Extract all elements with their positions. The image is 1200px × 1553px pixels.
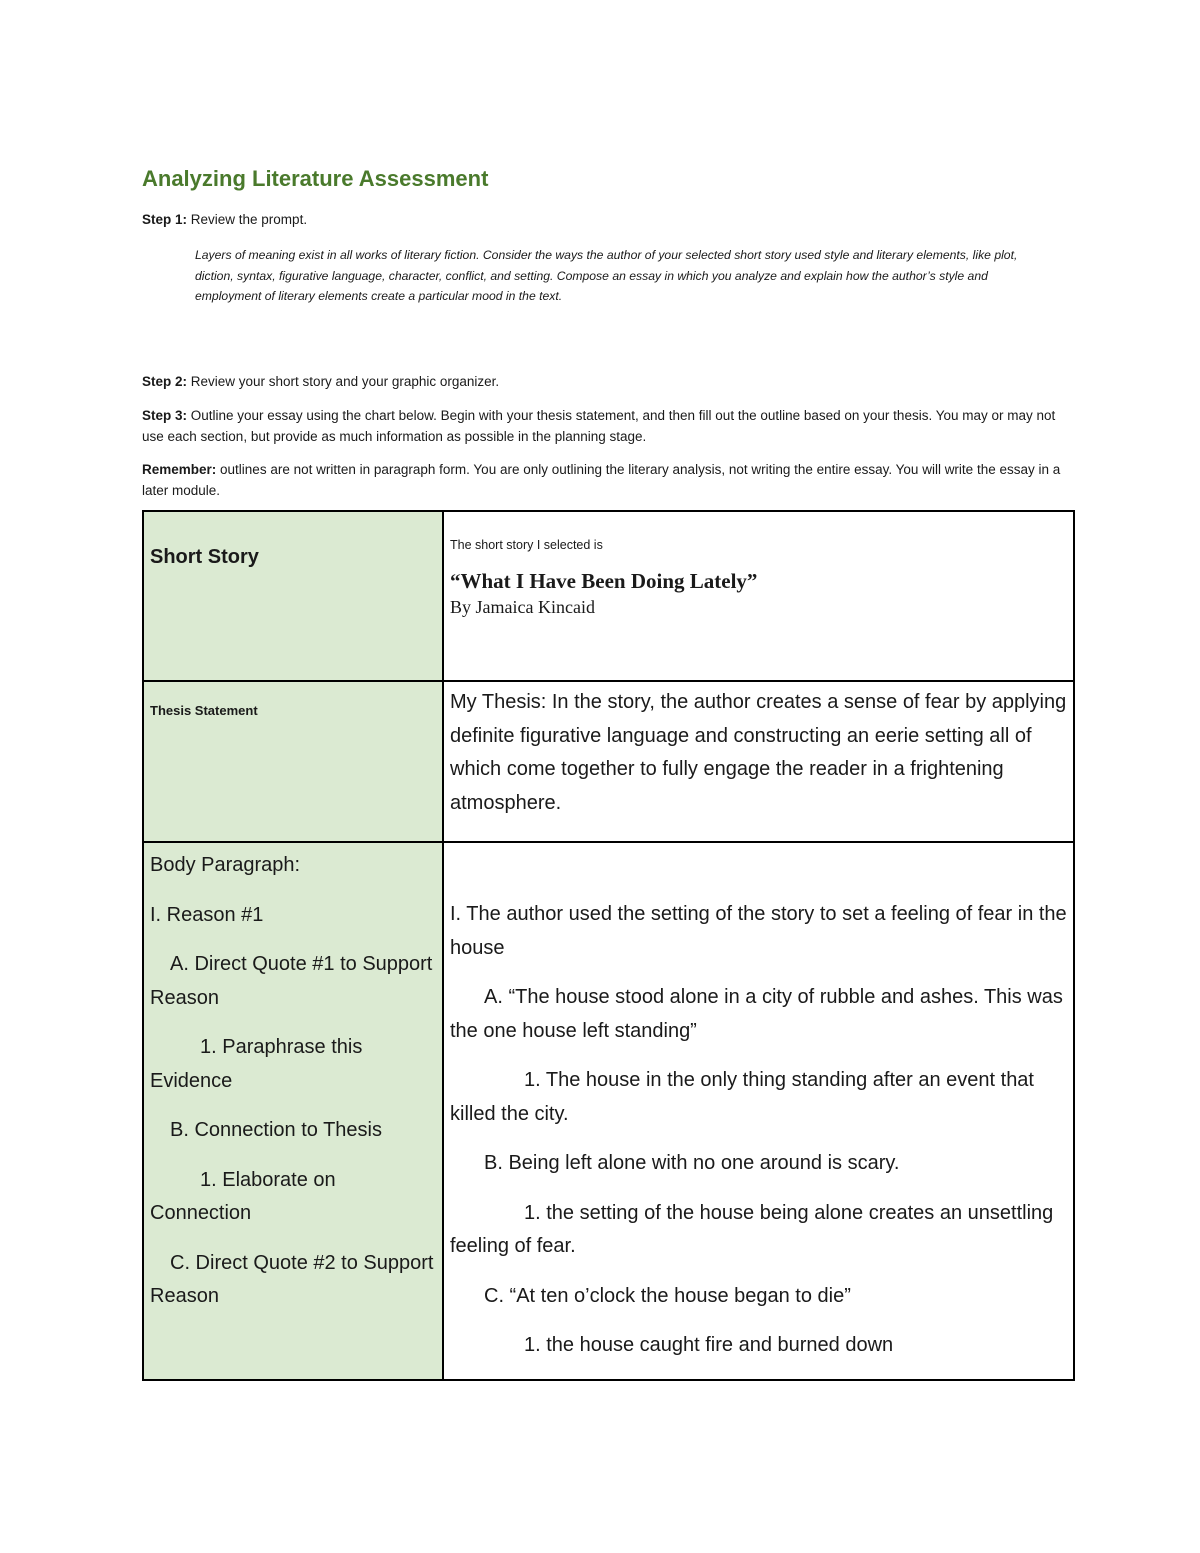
- short-story-intro: The short story I selected is: [450, 538, 603, 552]
- short-story-title: “What I Have Been Doing Lately”: [450, 569, 758, 593]
- short-story-author: By Jamaica Kincaid: [450, 597, 595, 617]
- step-3-label: Step 3:: [142, 408, 188, 423]
- short-story-label-cell: [143, 511, 443, 681]
- body-content-connection: B. Being left alone with no one around is scary.: [484, 1152, 900, 1174]
- body-label-quote-2: C. Direct Quote #2 to Support Reason: [150, 1251, 434, 1307]
- remember-label: Remember:: [142, 462, 217, 477]
- short-story-content-cell[interactable]: [443, 511, 1074, 681]
- thesis-label: Thesis Statement: [150, 703, 258, 718]
- body-content-quote-1: A. “The house stood alone in a city of rubble and ashes. This was the one house left standing”: [450, 986, 1063, 1042]
- outline-table: [142, 510, 1075, 1381]
- body-label-elaborate: 1. Elaborate on Connection: [150, 1168, 336, 1224]
- document-title: Analyzing Literature Assessment: [142, 166, 489, 191]
- thesis-row: [143, 681, 1074, 842]
- body-content-cell[interactable]: [443, 842, 1074, 1380]
- body-content-paraphrase: 1. The house in the only thing standing after an event that killed the city.: [450, 1069, 1034, 1125]
- step-1: [142, 210, 1062, 231]
- remember-note: [142, 460, 1062, 501]
- step-2-text: Review your short story and your graphic organizer.: [187, 374, 500, 389]
- body-paragraph-heading: Body Paragraph:: [150, 854, 301, 876]
- step-1-label: Step 1:: [142, 212, 188, 227]
- step-2-label: Step 2:: [142, 374, 188, 389]
- step-1-text: Review the prompt.: [187, 212, 308, 227]
- body-content-reason: I. The author used the setting of the story to set a feeling of fear in the house: [450, 903, 1067, 959]
- body-label-quote-1: A. Direct Quote #1 to Support Reason: [150, 953, 433, 1009]
- body-content-quote-2-paraphrase: 1. the house caught fire and burned down: [524, 1334, 894, 1356]
- body-content-elaborate: 1. the setting of the house being alone creates an unsettling feeling of fear.: [450, 1201, 1054, 1257]
- step-3-text: Outline your essay using the chart below. Begin with your thesis statement, and then fill out the outline based on your thesis. You may or may not use each section, but provide as much information as possible in the planning stage.: [142, 408, 1056, 444]
- body-label-cell: [143, 842, 443, 1380]
- thesis-content-cell[interactable]: [443, 681, 1074, 842]
- thesis-text: My Thesis: In the story, the author creates a sense of fear by applying definite figurative language and constructing an eerie setting all of which come together to fully engage the reader in a frightening atmosphere.: [450, 691, 1067, 814]
- step-2: [142, 372, 1062, 393]
- body-label-paraphrase: 1. Paraphrase this Evidence: [150, 1036, 363, 1092]
- body-paragraph-row: [143, 842, 1074, 1380]
- body-label-connection: B. Connection to Thesis: [170, 1119, 382, 1141]
- thesis-label-cell: [143, 681, 443, 842]
- body-label-reason: I. Reason #1: [150, 903, 264, 926]
- step-3: [142, 406, 1062, 447]
- essay-prompt: Layers of meaning exist in all works of literary fiction. Consider the ways the author of your selected short story used style and literary elements, like plot, diction, syntax, figurative language, character, conflict, and setting. Compose an essay in which you analyze and explain how the author’s style and employment of literary elements create a particular mood in the text.: [195, 248, 1018, 303]
- short-story-label: Short Story: [150, 546, 259, 568]
- short-story-row: [143, 511, 1074, 681]
- body-content-quote-2: C. “At ten o’clock the house began to die”: [484, 1284, 851, 1307]
- remember-text: outlines are not written in paragraph form. You are only outlining the literary analysis, not writing the entire essay. You will write the essay in a later module.: [142, 462, 1061, 498]
